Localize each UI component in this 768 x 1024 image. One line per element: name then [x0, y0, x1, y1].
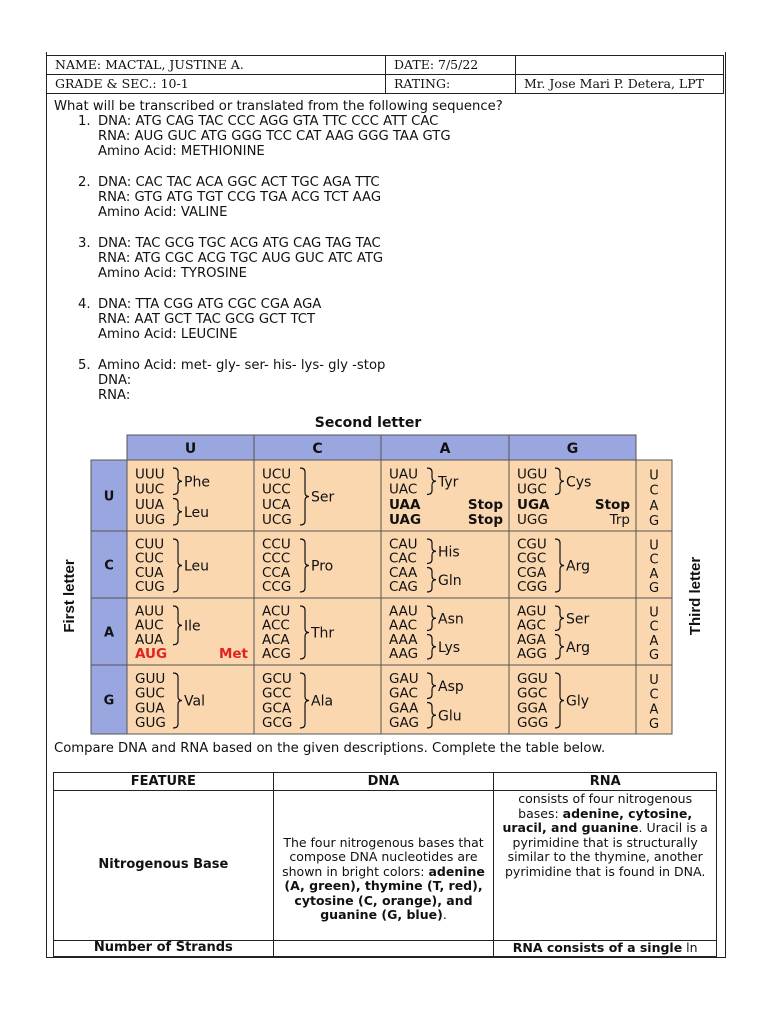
codon: CUA [135, 564, 164, 581]
question-number: 2. [78, 175, 91, 190]
codon: GUG [135, 715, 166, 731]
amino-acid-label: Trp [609, 512, 630, 528]
codon: AGU [517, 603, 547, 620]
second-letter-header: G [566, 441, 579, 457]
codon: CAC [389, 550, 417, 567]
codon: GUU [135, 670, 166, 687]
third-letter: C [649, 483, 659, 499]
dna-line: DNA: TTA CGG ATG CGC CGA AGA [98, 297, 322, 312]
codon: AUG [135, 646, 168, 662]
third-letter: G [648, 648, 660, 663]
rna-description [494, 791, 717, 941]
codon: GAG [389, 715, 419, 731]
codon: AAA [389, 631, 418, 648]
question-list [78, 114, 451, 419]
first-letter-header: C [104, 558, 114, 574]
dna-rna-comparison-table [53, 772, 717, 957]
codon: CUC [135, 550, 164, 567]
codon: ACC [262, 617, 290, 634]
second-letter-header: A [439, 441, 451, 457]
codon: CCU [262, 536, 291, 553]
third-letter: A [649, 566, 659, 582]
rating-field: RATING: [386, 75, 516, 94]
amino-acid-label: Pro [311, 558, 334, 575]
codon: GCU [262, 670, 292, 687]
third-letter: U [649, 605, 659, 621]
amino-acid-label: Gly [566, 693, 590, 710]
second-letter-label: Second letter [314, 415, 422, 431]
codon: UUA [135, 496, 164, 513]
student-name: NAME: MACTAL, JUSTINE A. [47, 56, 386, 75]
codon: GGG [517, 715, 549, 731]
dna-line: DNA: TAC GCG TGC ACG ATG CAG TAG TAC [98, 236, 381, 251]
codon: GGC [517, 685, 548, 702]
rna-text: consists of four nitrogenous bases: [518, 791, 693, 821]
question-item [78, 114, 451, 160]
date-field: DATE: 7/5/22 [386, 56, 516, 75]
amino-acid-label: Leu [184, 558, 210, 575]
amino-acid-label: Stop [594, 496, 630, 513]
codon-chart [54, 411, 704, 737]
third-letter: C [649, 552, 659, 568]
rna-line: RNA: [98, 388, 131, 404]
codon: CCC [262, 550, 291, 567]
codon: GGA [517, 700, 548, 717]
question-number: 4. [78, 297, 91, 312]
dna-line: DNA: CAC TAC ACA GGC ACT TGC AGA TTC [98, 175, 380, 190]
codon: AUU [135, 603, 164, 620]
dna-line: DNA: ATG CAG TAC CCC AGG GTA TTC CCC ATT CAC [98, 114, 439, 129]
rna-bold-text: RNA consists of a single [512, 940, 683, 955]
second-letter-header: C [312, 441, 323, 457]
third-letter: G [648, 581, 660, 596]
feature-cell: Nitrogenous Base [54, 791, 274, 941]
amino-acid-label: Val [184, 693, 205, 710]
codon: AAC [389, 617, 418, 634]
third-letter: A [649, 702, 659, 718]
question-number: 5. [78, 358, 91, 373]
blank-cell [516, 56, 724, 75]
amino-acid-label: Stop [467, 496, 503, 513]
rna-header: RNA [494, 773, 717, 791]
compare-instructions: Compare DNA and RNA based on the given descriptions. Complete the table below. [54, 741, 606, 756]
amino-acid-label: Glu [438, 708, 462, 725]
codon: GAU [389, 670, 419, 687]
codon: AUC [135, 617, 164, 634]
codon: CGC [517, 550, 547, 567]
question-intro: What will be transcribed or translated from the following sequence? [54, 99, 503, 114]
amino-acid-line: Amino Acid: met- gly- ser- his- lys- gly -stop [98, 358, 386, 373]
dna-description [273, 791, 494, 941]
student-info-table [46, 55, 724, 94]
codon: AGG [517, 646, 547, 662]
dna-bold-text: adenine (A, green), thymine (T, red), cytosine (C, orange), and guanine (G, blue) [284, 863, 485, 922]
table-row [54, 941, 717, 957]
amino-acid-label: Gln [438, 572, 462, 589]
question-item [78, 236, 451, 282]
third-letter-label: Third letter [687, 556, 704, 636]
rna-text-end: . Uracil is a pyrimidine that is structurally similar to the thymine, another pyrimidine that is found in DNA. [504, 820, 708, 879]
amino-acid-label: Arg [566, 639, 590, 656]
codon: CGG [517, 579, 548, 595]
codon: CAG [389, 579, 418, 595]
codon: AAG [389, 646, 419, 662]
amino-acid-label: Met [218, 646, 248, 662]
dna-text-end: . [442, 907, 447, 922]
codon: UAC [389, 481, 418, 498]
rna-line: RNA: ATG CGC ACG TGC AUG GUC ATC ATG [98, 251, 384, 267]
rna-line: RNA: GTG ATG TGT CCG TGA ACG TCT AAG [98, 190, 382, 206]
codon: UAU [389, 466, 418, 483]
codon: ACA [262, 631, 290, 648]
amino-acid-label: Leu [184, 504, 210, 521]
first-letter-header: U [103, 489, 115, 505]
amino-acid-label: Thr [311, 625, 335, 642]
feature-cell: Number of Strands [54, 941, 274, 957]
amino-acid-label: His [438, 544, 460, 561]
codon: AUA [135, 631, 164, 648]
codon: UUU [135, 466, 165, 483]
table-row [54, 791, 717, 941]
codon: UGA [517, 496, 550, 513]
teacher-name: Mr. Jose Mari P. Detera, LPT [516, 75, 724, 94]
codon: UCU [262, 466, 292, 483]
rna-description [494, 941, 717, 957]
third-letter: A [649, 498, 659, 514]
codon: CGU [517, 536, 547, 553]
third-letter: U [649, 538, 659, 554]
amino-acid-label: Ile [184, 618, 201, 635]
codon: UUG [135, 512, 166, 528]
third-letter: U [649, 672, 659, 688]
codon: UCA [262, 496, 291, 513]
table-header-row [54, 773, 717, 791]
amino-acid-label: Ala [311, 693, 334, 710]
codon: UAG [389, 512, 422, 528]
third-letter: G [648, 717, 660, 732]
codon: GCG [262, 715, 293, 731]
dna-header: DNA [273, 773, 494, 791]
question-item [78, 358, 451, 404]
student-info-row [47, 56, 724, 75]
amino-acid-line: Amino Acid: METHIONINE [98, 144, 265, 160]
codon: ACU [262, 603, 291, 620]
first-letter-label: First letter [61, 559, 78, 633]
third-letter: G [648, 514, 660, 529]
amino-acid-label: Stop [467, 512, 503, 528]
codon: GUC [135, 685, 165, 702]
amino-acid-label: Asp [438, 678, 464, 695]
codon: GCA [262, 700, 292, 717]
codon: GUA [135, 700, 165, 717]
codon: CCG [262, 579, 292, 595]
amino-acid-label: Arg [566, 558, 590, 575]
grade-section: GRADE & SEC.: 10-1 [47, 75, 386, 94]
codon: CGA [517, 564, 547, 581]
amino-acid-line: Amino Acid: VALINE [98, 205, 228, 221]
codon: AAU [389, 603, 418, 620]
rna-line: RNA: AUG GUC ATG GGG TCC CAT AAG GGG TAA GTG [98, 129, 451, 145]
first-letter-header: A [103, 625, 115, 641]
codon: GGU [517, 670, 548, 687]
codon: GCC [262, 685, 292, 702]
question-item [78, 297, 451, 343]
second-letter-header: U [184, 441, 197, 457]
rna-line: RNA: AAT GCT TAC GCG GCT TCT [98, 312, 316, 328]
amino-acid-line: Amino Acid: LEUCINE [98, 327, 238, 343]
question-item [78, 175, 451, 221]
codon: CCA [262, 564, 291, 581]
codon: GAC [389, 685, 418, 702]
codon: AGA [517, 631, 546, 648]
amino-acid-label: Tyr [438, 474, 459, 491]
codon: CAU [389, 536, 418, 553]
codon: UAA [389, 496, 421, 513]
codon: AGC [517, 617, 546, 634]
feature-header: FEATURE [54, 773, 274, 791]
rna-text-end: ln [682, 940, 698, 955]
third-letter: C [649, 619, 659, 635]
first-letter-header: G [103, 693, 115, 709]
codon: UUC [135, 481, 165, 498]
student-info-row [47, 75, 724, 94]
amino-acid-label: Ser [566, 611, 590, 628]
codon: UCG [262, 512, 292, 528]
third-letter: C [649, 687, 659, 703]
codon: CUU [135, 536, 165, 553]
amino-acid-line: Amino Acid: TYROSINE [98, 266, 247, 282]
dna-line: DNA: [98, 373, 132, 389]
third-letter: A [649, 633, 659, 649]
codon: UGU [517, 466, 548, 483]
codon: UGC [517, 481, 547, 498]
codon: UGG [517, 512, 548, 528]
dna-description [273, 941, 494, 957]
codon: ACG [262, 646, 291, 662]
third-letter: U [649, 468, 659, 484]
amino-acid-label: Phe [184, 474, 210, 491]
question-number: 1. [78, 114, 91, 129]
codon: GAA [389, 700, 419, 717]
amino-acid-label: Lys [438, 639, 461, 656]
rna-bold-text: adenine, cytosine, uracil, and guanine [502, 805, 693, 835]
codon: CAA [389, 564, 418, 581]
dna-text: The four nitrogenous bases that compose DNA nucleotides are shown in bright colors: [282, 834, 484, 879]
amino-acid-label: Cys [566, 474, 592, 491]
codon: UCC [262, 481, 291, 498]
amino-acid-label: Asn [438, 611, 464, 628]
question-number: 3. [78, 236, 91, 251]
codon: CUG [135, 579, 165, 595]
amino-acid-label: Ser [311, 489, 335, 506]
